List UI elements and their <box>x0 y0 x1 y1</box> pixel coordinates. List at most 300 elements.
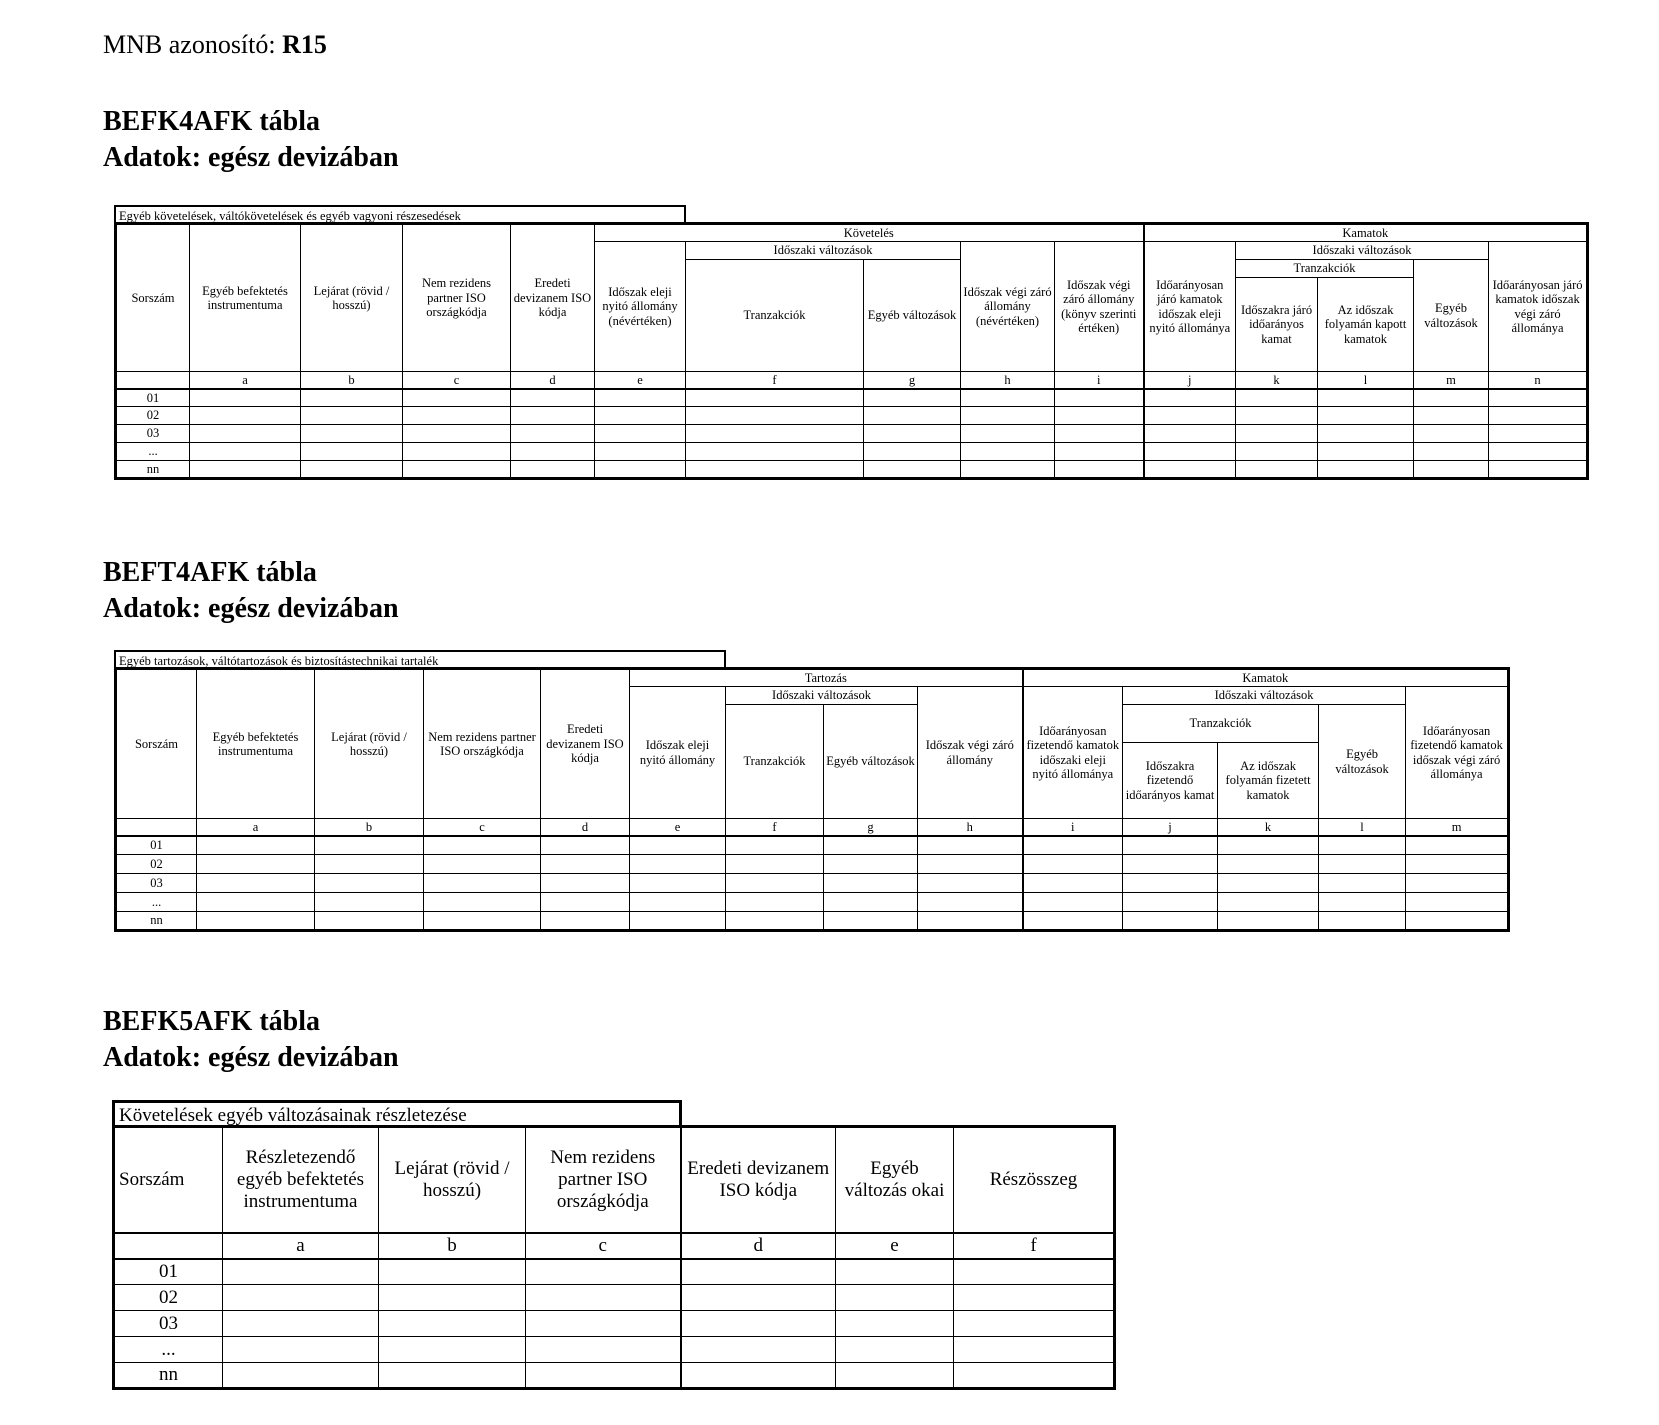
input-cell[interactable] <box>824 874 918 893</box>
input-cell[interactable] <box>954 1363 1115 1389</box>
col-header-g: Egyéb változások <box>824 705 918 819</box>
input-cell[interactable] <box>1414 389 1489 407</box>
input-cell[interactable] <box>630 836 726 855</box>
letter-row <box>116 372 1588 389</box>
input-cell[interactable] <box>1318 389 1414 407</box>
input-cell[interactable] <box>301 389 403 407</box>
subgroup-header-idoszaki-2: Időszaki változások <box>1123 687 1406 705</box>
letter-cell: g <box>824 819 918 836</box>
input-cell[interactable] <box>918 912 1023 931</box>
input-cell[interactable] <box>961 389 1055 407</box>
input-cell[interactable] <box>1023 874 1123 893</box>
input-cell[interactable] <box>918 874 1023 893</box>
input-cell[interactable] <box>630 893 726 912</box>
input-cell[interactable] <box>197 874 315 893</box>
row-number: 03 <box>116 425 190 443</box>
input-cell[interactable] <box>1236 443 1318 461</box>
input-cell[interactable] <box>1218 893 1319 912</box>
input-cell[interactable] <box>403 425 511 443</box>
col-header-f: Részösszeg <box>954 1127 1115 1233</box>
input-cell[interactable] <box>190 407 301 425</box>
input-cell[interactable] <box>424 855 541 874</box>
input-cell[interactable] <box>1055 443 1144 461</box>
input-cell[interactable] <box>1319 855 1406 874</box>
mnb-label: MNB azonosító: <box>103 30 276 59</box>
section-1-caption: Egyéb követelések, váltókövetelések és egyéb vagyoni részesedések <box>114 205 686 224</box>
row-number: 02 <box>114 1285 223 1311</box>
input-cell[interactable] <box>1414 425 1489 443</box>
section-2-title: BEFT4AFK tábla <box>103 557 317 588</box>
input-cell[interactable] <box>197 912 315 931</box>
col-header-a: Részletezendő egyéb befektetés instrumentuma <box>223 1127 379 1233</box>
input-cell[interactable] <box>824 855 918 874</box>
letter-cell: e <box>836 1233 954 1259</box>
group-header-kamatok: Kamatok <box>1144 224 1588 242</box>
letter-cell: b <box>379 1233 526 1259</box>
input-cell[interactable] <box>1144 389 1236 407</box>
input-cell[interactable] <box>315 893 424 912</box>
row-number: 02 <box>116 855 197 874</box>
group-header-kovetel: Követelés <box>595 224 1144 242</box>
table-row <box>116 836 1509 855</box>
input-cell[interactable] <box>961 425 1055 443</box>
input-cell[interactable] <box>1414 461 1489 479</box>
input-cell[interactable] <box>1319 893 1406 912</box>
input-cell[interactable] <box>1318 425 1414 443</box>
input-cell[interactable] <box>315 855 424 874</box>
input-cell[interactable] <box>379 1311 526 1337</box>
input-cell[interactable] <box>1236 389 1318 407</box>
group-header-tartozas: Tartozás <box>630 669 1023 687</box>
input-cell[interactable] <box>1123 836 1218 855</box>
subgroup-header-idoszaki-1: Időszaki változások <box>726 687 918 705</box>
col-header-n: Időarányosan járó kamatok időszak végi záró állománya <box>1489 242 1588 372</box>
letter-cell: j <box>1123 819 1218 836</box>
input-cell[interactable] <box>961 407 1055 425</box>
input-cell[interactable] <box>1218 836 1319 855</box>
letter-cell: b <box>301 372 403 389</box>
input-cell[interactable] <box>1318 407 1414 425</box>
letter-cell: d <box>511 372 595 389</box>
input-cell[interactable] <box>824 893 918 912</box>
table-row <box>116 855 1509 874</box>
section-1-table <box>114 222 1589 480</box>
input-cell[interactable] <box>1406 836 1509 855</box>
subgroup-header-idoszaki-2: Időszaki változások <box>1236 242 1489 260</box>
table-row <box>116 874 1509 893</box>
letter-cell: c <box>424 819 541 836</box>
input-cell[interactable] <box>954 1285 1115 1311</box>
input-cell[interactable] <box>961 461 1055 479</box>
input-cell[interactable] <box>595 389 686 407</box>
input-cell[interactable] <box>1489 389 1588 407</box>
col-header-k: Az időszak folyamán fizetett kamatok <box>1218 743 1319 819</box>
input-cell[interactable] <box>726 893 824 912</box>
letter-cell: m <box>1406 819 1509 836</box>
input-cell[interactable] <box>824 912 918 931</box>
input-cell[interactable] <box>223 1363 379 1389</box>
input-cell[interactable] <box>1123 874 1218 893</box>
input-cell[interactable] <box>301 461 403 479</box>
input-cell[interactable] <box>595 443 686 461</box>
input-cell[interactable] <box>864 407 961 425</box>
col-header-d: Eredeti devizanem ISO kódja <box>681 1127 836 1233</box>
input-cell[interactable] <box>864 461 961 479</box>
input-cell[interactable] <box>1123 855 1218 874</box>
input-cell[interactable] <box>1489 443 1588 461</box>
letter-cell: g <box>864 372 961 389</box>
input-cell[interactable] <box>541 855 630 874</box>
input-cell[interactable] <box>726 874 824 893</box>
input-cell[interactable] <box>1023 912 1123 931</box>
letter-cell: k <box>1236 372 1318 389</box>
input-cell[interactable] <box>1406 855 1509 874</box>
col-header-l: Egyéb változások <box>1319 705 1406 819</box>
table-row <box>114 1363 1115 1389</box>
table-row <box>116 407 1588 425</box>
input-cell[interactable] <box>301 407 403 425</box>
input-cell[interactable] <box>190 461 301 479</box>
input-cell[interactable] <box>301 425 403 443</box>
col-header-e: Időszak eleji nyitó állomány (névértéken) <box>595 242 686 372</box>
input-cell[interactable] <box>686 461 864 479</box>
letter-cell: d <box>541 819 630 836</box>
section-3-table-wrap <box>112 1100 1113 1400</box>
col-header-h: Időszak végi záró állomány (névértéken) <box>961 242 1055 372</box>
input-cell[interactable] <box>595 407 686 425</box>
input-cell[interactable] <box>1023 893 1123 912</box>
letter-cell: c <box>526 1233 681 1259</box>
input-cell[interactable] <box>686 407 864 425</box>
input-cell[interactable] <box>1489 425 1588 443</box>
input-cell[interactable] <box>630 912 726 931</box>
table-row <box>114 1259 1115 1285</box>
row-number: nn <box>116 461 190 479</box>
input-cell[interactable] <box>1218 855 1319 874</box>
input-cell[interactable] <box>1236 425 1318 443</box>
input-cell[interactable] <box>681 1285 836 1311</box>
input-cell[interactable] <box>190 425 301 443</box>
input-cell[interactable] <box>526 1285 681 1311</box>
input-cell[interactable] <box>686 389 864 407</box>
letter-cell: f <box>726 819 824 836</box>
letter-cell: a <box>223 1233 379 1259</box>
input-cell[interactable] <box>379 1337 526 1363</box>
section-2-body <box>116 836 1509 931</box>
input-cell[interactable] <box>379 1285 526 1311</box>
input-cell[interactable] <box>726 836 824 855</box>
section-3-caption: Követelések egyéb változásainak részletezése <box>112 1100 682 1128</box>
table-row <box>116 443 1588 461</box>
input-cell[interactable] <box>1055 389 1144 407</box>
input-cell[interactable] <box>190 389 301 407</box>
letter-cell: m <box>1414 372 1489 389</box>
col-header-m: Egyéb változások <box>1414 260 1489 372</box>
input-cell[interactable] <box>864 443 961 461</box>
letter-cell: j <box>1144 372 1236 389</box>
section-2-table-wrap <box>114 650 1507 950</box>
input-cell[interactable] <box>379 1363 526 1389</box>
letter-cell: l <box>1318 372 1414 389</box>
input-cell[interactable] <box>424 912 541 931</box>
section-2-heading <box>103 555 399 627</box>
input-cell[interactable] <box>197 836 315 855</box>
row-number: ... <box>116 893 197 912</box>
input-cell[interactable] <box>424 893 541 912</box>
input-cell[interactable] <box>424 874 541 893</box>
input-cell[interactable] <box>315 912 424 931</box>
input-cell[interactable] <box>1236 407 1318 425</box>
letter-row <box>116 819 1509 836</box>
table-row <box>116 425 1588 443</box>
col-header-k: Időszakra járó időarányos kamat <box>1236 278 1318 372</box>
table-row <box>116 893 1509 912</box>
section-2-subtitle: Adatok: egész devizában <box>103 593 399 624</box>
input-cell[interactable] <box>1144 425 1236 443</box>
col-header-b: Lejárat (rövid / hosszú) <box>315 669 424 819</box>
input-cell[interactable] <box>223 1285 379 1311</box>
input-cell[interactable] <box>954 1337 1115 1363</box>
input-cell[interactable] <box>315 836 424 855</box>
input-cell[interactable] <box>301 443 403 461</box>
section-1-heading <box>103 104 399 176</box>
input-cell[interactable] <box>526 1337 681 1363</box>
letter-cell-blank <box>114 1233 223 1259</box>
input-cell[interactable] <box>1319 874 1406 893</box>
col-header-m: Időarányosan fizetendő kamatok időszak végi záró állománya <box>1406 687 1509 819</box>
mnb-identifier <box>103 30 327 60</box>
input-cell[interactable] <box>864 389 961 407</box>
col-header-sorszam: Sorszám <box>116 224 190 372</box>
letter-cell: a <box>190 372 301 389</box>
letter-cell: d <box>681 1233 836 1259</box>
input-cell[interactable] <box>526 1259 681 1285</box>
input-cell[interactable] <box>379 1259 526 1285</box>
input-cell[interactable] <box>1318 461 1414 479</box>
input-cell[interactable] <box>1318 443 1414 461</box>
subgroup-header-idoszaki-1: Időszaki változások <box>686 242 961 260</box>
input-cell[interactable] <box>1489 461 1588 479</box>
input-cell[interactable] <box>836 1285 954 1311</box>
section-3-subtitle: Adatok: egész devizában <box>103 1042 399 1073</box>
letter-cell: c <box>403 372 511 389</box>
input-cell[interactable] <box>726 912 824 931</box>
input-cell[interactable] <box>511 389 595 407</box>
input-cell[interactable] <box>511 425 595 443</box>
letter-cell: e <box>595 372 686 389</box>
input-cell[interactable] <box>223 1337 379 1363</box>
input-cell[interactable] <box>403 389 511 407</box>
input-cell[interactable] <box>526 1311 681 1337</box>
table-row <box>116 461 1588 479</box>
letter-cell-blank <box>116 819 197 836</box>
input-cell[interactable] <box>918 836 1023 855</box>
input-cell[interactable] <box>1236 461 1318 479</box>
col-header-c: Nem rezidens partner ISO országkódja <box>526 1127 681 1233</box>
letter-cell: e <box>630 819 726 836</box>
input-cell[interactable] <box>954 1311 1115 1337</box>
letter-cell: i <box>1023 819 1123 836</box>
col-header-sorszam: Sorszám <box>114 1127 223 1233</box>
input-cell[interactable] <box>1319 836 1406 855</box>
input-cell[interactable] <box>630 874 726 893</box>
input-cell[interactable] <box>541 912 630 931</box>
section-3-title: BEFK5AFK tábla <box>103 1006 321 1037</box>
letter-cell: l <box>1319 819 1406 836</box>
input-cell[interactable] <box>511 407 595 425</box>
col-header-e: Időszak eleji nyitó állomány <box>630 687 726 819</box>
input-cell[interactable] <box>1144 407 1236 425</box>
row-number: ... <box>114 1337 223 1363</box>
input-cell[interactable] <box>526 1363 681 1389</box>
input-cell[interactable] <box>824 836 918 855</box>
input-cell[interactable] <box>954 1259 1115 1285</box>
row-number: ... <box>116 443 190 461</box>
input-cell[interactable] <box>595 425 686 443</box>
input-cell[interactable] <box>1055 461 1144 479</box>
letter-cell: f <box>954 1233 1115 1259</box>
input-cell[interactable] <box>1023 836 1123 855</box>
col-header-a: Egyéb befektetés instrumentuma <box>190 224 301 372</box>
section-1-subtitle: Adatok: egész devizában <box>103 142 399 173</box>
input-cell[interactable] <box>541 874 630 893</box>
row-number: nn <box>116 912 197 931</box>
input-cell[interactable] <box>1489 407 1588 425</box>
row-number: 01 <box>114 1259 223 1285</box>
col-header-d: Eredeti devizanem ISO kódja <box>541 669 630 819</box>
input-cell[interactable] <box>197 855 315 874</box>
input-cell[interactable] <box>836 1363 954 1389</box>
input-cell[interactable] <box>1218 912 1319 931</box>
letter-cell: i <box>1055 372 1144 389</box>
letter-cell: n <box>1489 372 1588 389</box>
letter-cell: k <box>1218 819 1319 836</box>
input-cell[interactable] <box>1414 407 1489 425</box>
input-cell[interactable] <box>190 443 301 461</box>
input-cell[interactable] <box>961 443 1055 461</box>
col-header-g: Egyéb változások <box>864 260 961 372</box>
input-cell[interactable] <box>836 1259 954 1285</box>
input-cell[interactable] <box>1123 893 1218 912</box>
col-header-c: Nem rezidens partner ISO országkódja <box>424 669 541 819</box>
input-cell[interactable] <box>1055 407 1144 425</box>
section-2-table <box>114 667 1510 932</box>
letter-cell-blank <box>116 372 190 389</box>
input-cell[interactable] <box>726 855 824 874</box>
input-cell[interactable] <box>1123 912 1218 931</box>
input-cell[interactable] <box>424 836 541 855</box>
col-header-d: Eredeti devizanem ISO kódja <box>511 224 595 372</box>
input-cell[interactable] <box>630 855 726 874</box>
table-row <box>114 1311 1115 1337</box>
input-cell[interactable] <box>1406 874 1509 893</box>
row-number: 03 <box>116 874 197 893</box>
letter-cell: b <box>315 819 424 836</box>
section-3-table <box>112 1125 1116 1390</box>
table-row <box>116 912 1509 931</box>
section-3-heading <box>103 1004 399 1076</box>
row-number: 02 <box>116 407 190 425</box>
section-1-table-wrap <box>114 205 1586 490</box>
input-cell[interactable] <box>197 893 315 912</box>
row-number: nn <box>114 1363 223 1389</box>
letter-cell: h <box>918 819 1023 836</box>
input-cell[interactable] <box>1414 443 1489 461</box>
col-header-a: Egyéb befektetés instrumentuma <box>197 669 315 819</box>
input-cell[interactable] <box>836 1311 954 1337</box>
table-row <box>114 1285 1115 1311</box>
mnb-id: R15 <box>282 30 327 59</box>
col-header-b: Lejárat (rövid / hosszú) <box>301 224 403 372</box>
section-1-body <box>116 389 1588 479</box>
row-number: 03 <box>114 1311 223 1337</box>
col-header-b: Lejárat (rövid / hosszú) <box>379 1127 526 1233</box>
input-cell[interactable] <box>1144 443 1236 461</box>
input-cell[interactable] <box>1319 912 1406 931</box>
input-cell[interactable] <box>403 407 511 425</box>
col-header-i: Időszak végi záró állomány (könyv szerinti értéken) <box>1055 242 1144 372</box>
col-header-h: Időszak végi záró állomány <box>918 687 1023 819</box>
input-cell[interactable] <box>1406 893 1509 912</box>
input-cell[interactable] <box>315 874 424 893</box>
col-header-f: Tranzakciók <box>686 260 864 372</box>
input-cell[interactable] <box>681 1363 836 1389</box>
input-cell[interactable] <box>1144 461 1236 479</box>
input-cell[interactable] <box>681 1311 836 1337</box>
input-cell[interactable] <box>836 1337 954 1363</box>
input-cell[interactable] <box>1406 912 1509 931</box>
input-cell[interactable] <box>1055 425 1144 443</box>
input-cell[interactable] <box>918 855 1023 874</box>
input-cell[interactable] <box>541 893 630 912</box>
col-header-sorszam: Sorszám <box>116 669 197 819</box>
input-cell[interactable] <box>1023 855 1123 874</box>
input-cell[interactable] <box>595 461 686 479</box>
input-cell[interactable] <box>686 425 864 443</box>
group-header-kamatok: Kamatok <box>1023 669 1509 687</box>
input-cell[interactable] <box>681 1337 836 1363</box>
col-header-f: Tranzakciók <box>726 705 824 819</box>
section-2-caption: Egyéb tartozások, váltótartozások és biztosítástechnikai tartalék <box>114 650 726 669</box>
letter-cell: a <box>197 819 315 836</box>
input-cell[interactable] <box>686 443 864 461</box>
input-cell[interactable] <box>541 836 630 855</box>
col-header-j: Időarányosan járó kamatok időszak eleji nyitó állománya <box>1144 242 1236 372</box>
col-header-e: Egyéb változás okai <box>836 1127 954 1233</box>
input-cell[interactable] <box>918 893 1023 912</box>
col-header-c: Nem rezidens partner ISO országkódja <box>403 224 511 372</box>
col-header-i: Időarányosan fizetendő kamatok időszaki eleji nyitó állománya <box>1023 687 1123 819</box>
input-cell[interactable] <box>681 1259 836 1285</box>
col-header-l: Az időszak folyamán kapott kamatok <box>1318 278 1414 372</box>
input-cell[interactable] <box>1218 874 1319 893</box>
letter-cell: h <box>961 372 1055 389</box>
input-cell[interactable] <box>223 1311 379 1337</box>
letter-cell: f <box>686 372 864 389</box>
input-cell[interactable] <box>511 443 595 461</box>
col-header-j: Időszakra fizetendő időarányos kamat <box>1123 743 1218 819</box>
table-row <box>114 1337 1115 1363</box>
table-row <box>116 389 1588 407</box>
input-cell[interactable] <box>511 461 595 479</box>
input-cell[interactable] <box>223 1259 379 1285</box>
input-cell[interactable] <box>403 461 511 479</box>
row-number: 01 <box>116 389 190 407</box>
input-cell[interactable] <box>403 443 511 461</box>
input-cell[interactable] <box>864 425 961 443</box>
subsub-header-tranzakciok: Tranzakciók <box>1236 260 1414 278</box>
row-number: 01 <box>116 836 197 855</box>
